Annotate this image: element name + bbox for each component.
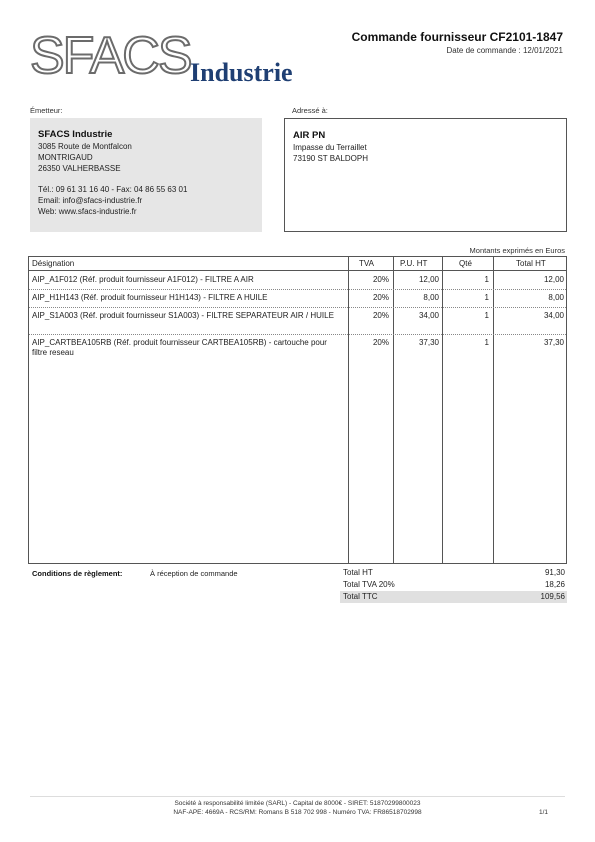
- total-ht-label: Total HT: [343, 568, 373, 577]
- total-ht-row: [340, 567, 567, 579]
- row-qte: 1: [484, 338, 489, 347]
- row-total: 8,00: [548, 293, 564, 302]
- footer-legal-line1: Société à responsabilité limitée (SARL) - Capital de 8000€ - SIRET: 51870299800023: [174, 800, 421, 807]
- table-header: [29, 257, 566, 271]
- row-tva: 20%: [372, 338, 389, 347]
- row-qte: 1: [484, 293, 489, 302]
- table-row: [29, 290, 566, 308]
- total-ttc-value: 109,56: [540, 592, 565, 601]
- logo-sfacs-text: SFACS: [30, 27, 191, 85]
- emetteur-phone: Tél.: 09 61 31 16 40 - Fax: 04 86 55 63 01: [38, 185, 188, 194]
- table-row: [29, 308, 566, 335]
- row-pu: 34,00: [418, 311, 439, 320]
- payment-terms-label: Conditions de règlement:: [32, 569, 123, 578]
- adresse-postal: 73190 ST BALDOPH: [293, 154, 369, 163]
- emetteur-address: 3085 Route de Montfalcon: [38, 142, 132, 151]
- row-tva: 20%: [372, 293, 389, 302]
- emetteur-city: MONTRIGAUD: [38, 153, 93, 162]
- company-logo: [30, 27, 320, 88]
- header-qte: Qté: [459, 259, 472, 268]
- row-designation: AIP_CARTBEA105RB (Réf. produit fournisseur CARTBEA105RB) - cartouche pour filtre reseau: [32, 338, 327, 357]
- row-pu: 37,30: [418, 338, 439, 347]
- footer-divider: [30, 796, 565, 797]
- emetteur-email: Email: info@sfacs-industrie.fr: [38, 196, 143, 205]
- row-pu: 8,00: [423, 293, 439, 302]
- header-tva: TVA: [359, 259, 374, 268]
- total-tva-label: Total TVA 20%: [343, 580, 395, 589]
- payment-terms-value: À réception de commande: [150, 569, 238, 578]
- emetteur-label: Émetteur:: [30, 106, 63, 115]
- table-row: [29, 335, 566, 362]
- row-total: 12,00: [543, 275, 564, 284]
- emetteur-box: [30, 118, 262, 232]
- logo-industrie-text: Industrie: [190, 58, 293, 87]
- page-number: 1/1: [538, 809, 548, 816]
- emetteur-postal: 26350 VALHERBASSE: [38, 164, 121, 173]
- row-tva: 20%: [372, 275, 389, 284]
- header-designation: Désignation: [32, 259, 75, 268]
- row-pu: 12,00: [418, 275, 439, 284]
- adresse-street: Impasse du Terraillet: [293, 143, 367, 152]
- footer: [0, 799, 595, 817]
- order-date: Date de commande : 12/01/2021: [446, 46, 563, 55]
- header-total: Total HT: [516, 259, 546, 268]
- row-qte: 1: [484, 275, 489, 284]
- total-ttc-row: [340, 591, 567, 603]
- row-total: 37,30: [543, 338, 564, 347]
- adresse-box: [284, 118, 567, 232]
- header-pu: P.U. HT: [400, 259, 428, 268]
- currency-note: Montants exprimés en Euros: [469, 246, 565, 255]
- emetteur-name: SFACS Industrie: [38, 129, 113, 140]
- footer-legal-line2: NAF-APE: 4669A - RCS/RM: Romans B 518 702 998 - Numéro TVA: FR86518702998: [173, 809, 422, 816]
- row-tva: 20%: [372, 311, 389, 320]
- emetteur-web: Web: www.sfacs-industrie.fr: [38, 207, 137, 216]
- total-tva-row: [340, 579, 567, 591]
- total-tva-value: 18,26: [544, 580, 565, 589]
- row-designation: AIP_A1F012 (Réf. produit fournisseur A1F012) - FILTRE A AIR: [32, 275, 254, 284]
- total-ttc-label: Total TTC: [343, 592, 378, 601]
- adresse-name: AIR PN: [293, 130, 326, 141]
- row-total: 34,00: [543, 311, 564, 320]
- row-designation: AIP_H1H143 (Réf. produit fournisseur H1H143) - FILTRE A HUILE: [32, 293, 268, 302]
- table-row: [29, 272, 566, 290]
- row-designation: AIP_S1A003 (Réf. produit fournisseur S1A003) - FILTRE SEPARATEUR AIR / HUILE: [32, 311, 334, 320]
- document-title: Commande fournisseur CF2101-1847: [351, 30, 563, 44]
- adresse-label: Adressé à:: [292, 106, 328, 115]
- totals-block: [340, 567, 567, 603]
- row-qte: 1: [484, 311, 489, 320]
- total-ht-value: 91,30: [544, 568, 565, 577]
- order-lines-table: [28, 256, 567, 564]
